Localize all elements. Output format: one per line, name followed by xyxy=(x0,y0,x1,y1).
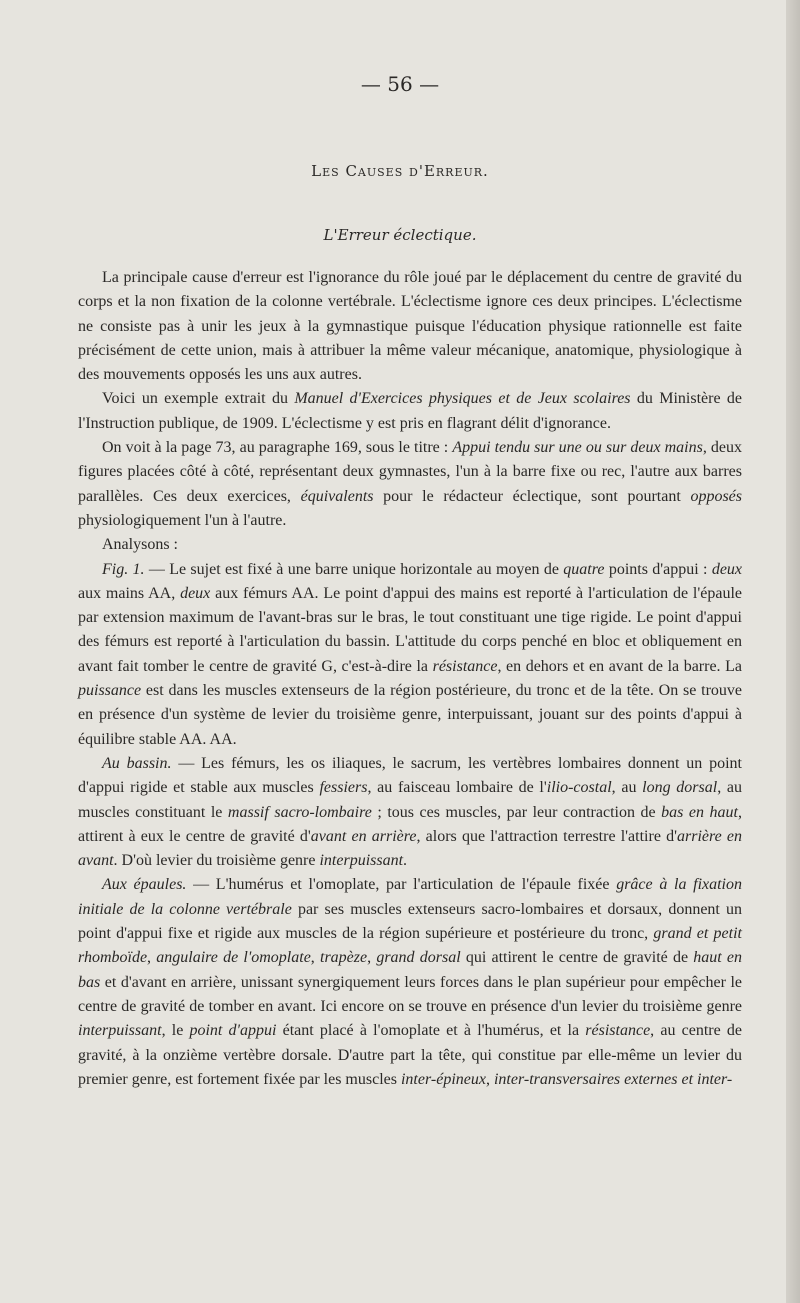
paragraph xyxy=(78,436,742,533)
italic-run: équivalents xyxy=(300,487,374,505)
text-run: — Les fémurs, les os iliaques, le sacrum, les vertèbres lombaires donnent un point d'appui rigide et stable aux muscles xyxy=(78,754,743,797)
text-run: , xyxy=(310,949,320,967)
paragraph xyxy=(78,558,742,752)
italic-run: massif sacro-lombaire xyxy=(227,803,372,821)
page-number: — 56 — xyxy=(360,72,440,96)
italic-run: interpuissant xyxy=(78,1022,162,1040)
text-run: points d'appui : xyxy=(604,560,712,578)
italic-run: arrière en avant xyxy=(78,827,742,870)
body-text xyxy=(78,266,742,1092)
text-run: du Ministère de l'Instruction publique, de 1909. L'éclectisme y est pris en flagrant délit d'ignorance. xyxy=(78,390,743,432)
italic-run: inter-épineux xyxy=(400,1070,486,1088)
italic-run: grand dorsal xyxy=(376,949,461,967)
italic-run: trapèze xyxy=(320,949,368,967)
italic-run: puissance xyxy=(78,682,142,700)
text-run: par ses muscles extenseurs sacro-lombaires et dorsaux, donnent un point d'appui fixe et rigide aux muscles de la région supérieure et postérieure du tronc, xyxy=(78,900,742,943)
text-run: Analysons : xyxy=(102,536,178,554)
italic-run: fessiers xyxy=(319,779,368,797)
text-run: , xyxy=(485,1070,494,1088)
paragraph xyxy=(78,387,742,436)
text-run: , xyxy=(147,949,157,967)
text-run: , au faisceau lombaire de l' xyxy=(367,779,547,797)
paragraph xyxy=(78,752,742,873)
section-heading: Les Causes d'Erreur. xyxy=(311,162,489,180)
text-run: , au xyxy=(611,779,643,797)
italic-run: Fig. 1. xyxy=(102,560,145,578)
text-run: — L'humérus et l'omoplate, par l'articulation de l'épaule fixée xyxy=(186,876,617,894)
italic-run: angulaire de l'omoplate xyxy=(156,949,311,967)
text-run: , au muscles constituant le xyxy=(78,779,742,821)
italic-run: interpuissant xyxy=(319,852,404,870)
italic-run: quatre xyxy=(563,560,605,578)
text-run: . xyxy=(403,852,408,870)
paragraph xyxy=(78,533,742,557)
text-run: . D'où levier du troisième genre xyxy=(113,852,320,870)
italic-run: grâce à la fixation initiale de la colonne vertébrale xyxy=(78,876,743,918)
text-run: et d'avant en arrière, unissant synergiquement leurs forces dans le plan supérieur pour empêcher le centre de gravité de tomber en avant. Ici encore on se trouve en présence d'un levier du troisième genre xyxy=(78,973,742,1015)
text-run: aux mains AA, xyxy=(78,584,181,602)
italic-run: Aux épaules. xyxy=(102,876,187,894)
text-run: On voit à la page 73, au paragraphe 169, sous le titre : xyxy=(102,439,453,457)
paragraph xyxy=(78,266,742,387)
italic-run: deux xyxy=(711,560,743,578)
italic-run: opposés xyxy=(690,487,743,505)
italic-run: haut en bas xyxy=(78,949,743,991)
text-run: , en dehors et en avant de la barre. La xyxy=(497,657,742,675)
text-run: aux fémurs AA. Le point d'appui des mains est reporté à l'articulation de l'épaule par extension maximum de l'avant-bras sur le bras, le tout constituant une tige rigide. Le point d'appui des fémurs est reporté à l'articulation du bassin. L'attitude du corps penché en bloc et obliquement en avant fait tomber le centre de gravité G, c'est-à-dire la xyxy=(78,584,743,675)
italic-run: inter-transversaires externes et inter- xyxy=(493,1070,733,1088)
text-run: , alors que l'attraction terrestre l'attire d' xyxy=(416,827,677,845)
section-subheading: L'Erreur éclectique. xyxy=(323,226,477,244)
text-run: — Le sujet est fixé à une barre unique horizontale au moyen de xyxy=(144,560,564,578)
italic-run: ilio-costal xyxy=(546,779,612,797)
italic-run: Manuel d'Exercices physiques et de Jeux scolaires xyxy=(294,390,631,408)
italic-run: résistance xyxy=(585,1022,651,1040)
text-run: qui attirent le centre de gravité de xyxy=(460,949,694,967)
page-edge-shadow xyxy=(786,0,800,1303)
italic-run: résistance xyxy=(432,657,498,675)
paragraph xyxy=(78,873,742,1092)
italic-run: deux xyxy=(180,584,211,602)
text-run: La principale cause d'erreur est l'ignorance du rôle joué par le déplacement du centre de gravité du corps et la non fixation de la colonne vertébrale. L'éclectisme ignore ces deux principes. L'éclectisme ne consiste pas à unir les jeux à la gymnastique puisque l'éducation physique rationnelle est faite précisément de cette union, mais à attribuer la même valeur mécanique, anatomique, physiologique à des mouvements opposés les uns aux autres. xyxy=(78,269,742,384)
text-run: , au centre de gravité, à la onzième vertèbre dorsale. D'autre part la tête, qui constitue par elle-même un levier du premier genre, est fortement fixée par les muscles xyxy=(78,1022,743,1088)
italic-run: long dorsal xyxy=(642,779,718,797)
text-run: pour le rédacteur éclectique, sont pourtant xyxy=(373,487,691,505)
text-run: physiologiquement l'un à l'autre. xyxy=(78,511,287,529)
text-run: , le xyxy=(161,1022,190,1040)
text-run: Voici un exemple extrait du xyxy=(102,390,295,408)
italic-run: point d'appui xyxy=(189,1022,277,1040)
text-run: est dans les muscles extenseurs de la région postérieure, du tronc et de la tête. On se trouve en présence d'un système de levier du troisième genre, interpuissant, jouant sur des points d'appui à équilibre stable AA. AA. xyxy=(78,682,742,748)
italic-run: Appui tendu sur une ou sur deux mains xyxy=(452,439,703,457)
italic-run: bas en haut xyxy=(661,803,738,821)
italic-run: avant en arrière xyxy=(310,827,417,845)
text-run: , xyxy=(367,949,377,967)
italic-run: Au bassin. xyxy=(102,754,172,772)
text-run: , deux figures placées côté à côté, représentant deux gymnastes, l'un à la barre fixe ou rec, l'autre aux barres parallèles. Ces deux exercices, xyxy=(78,439,743,505)
text-run: ; tous ces muscles, par leur contraction de xyxy=(371,803,662,821)
italic-run: grand et petit rhomboïde xyxy=(78,925,742,967)
text-run: étant placé à l'omoplate et à l'humérus, et la xyxy=(276,1022,586,1040)
text-run: , attirent à eux le centre de gravité d' xyxy=(78,803,742,845)
